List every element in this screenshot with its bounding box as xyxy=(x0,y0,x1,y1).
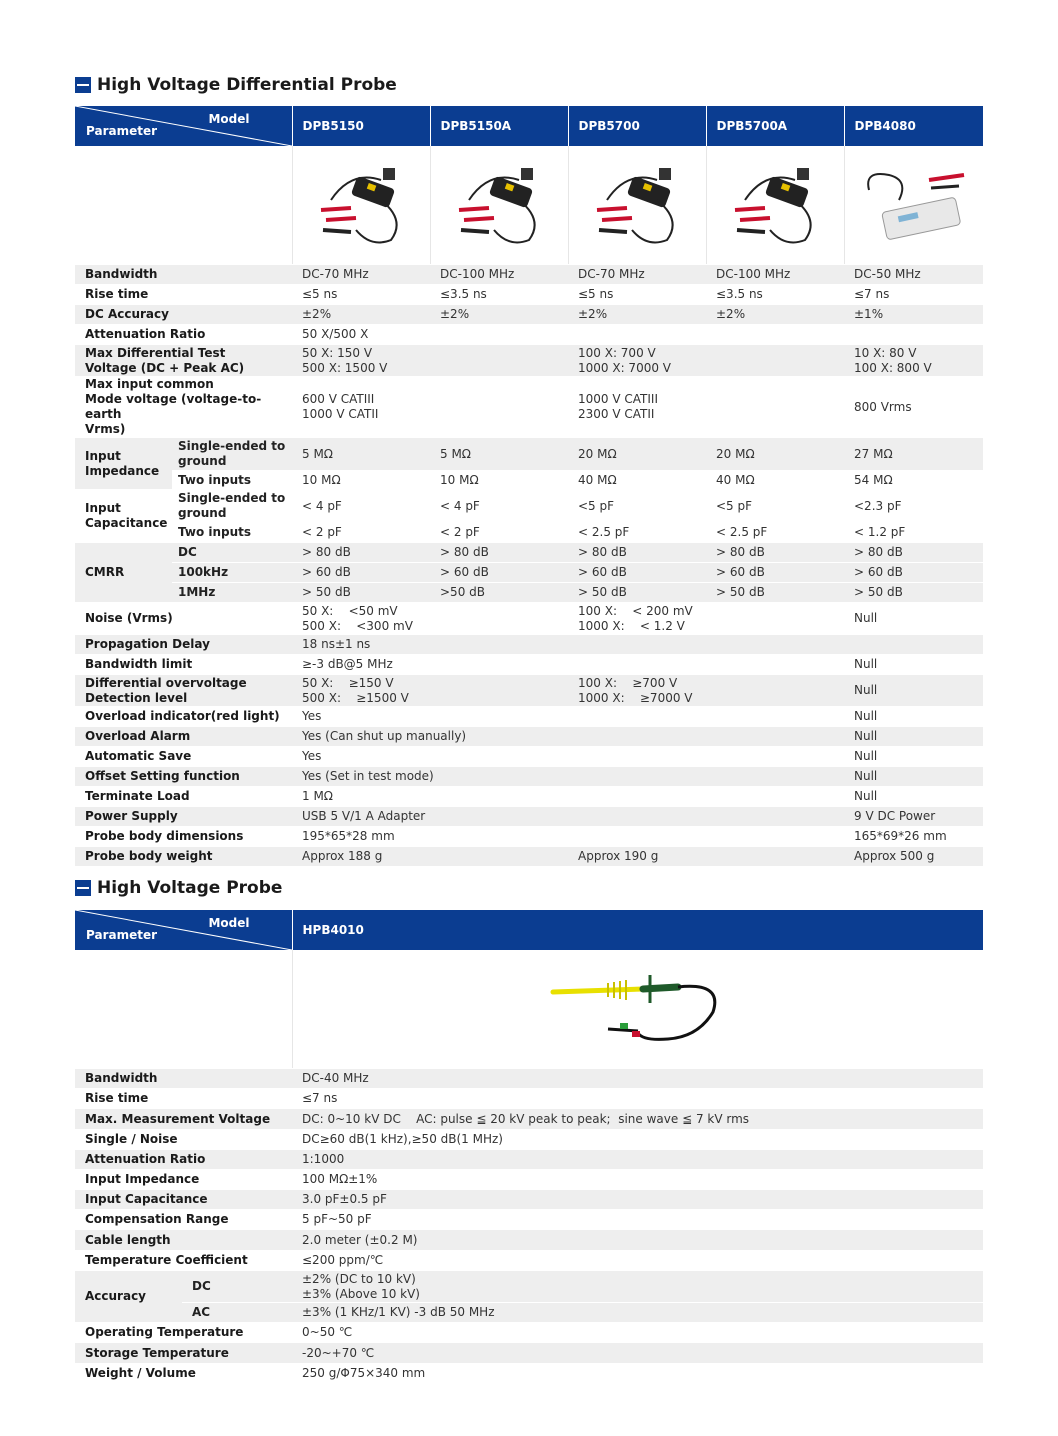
cell: Null xyxy=(844,603,983,635)
cell: <2.3 pF xyxy=(844,490,983,523)
table-row xyxy=(75,1150,983,1170)
table-row xyxy=(75,305,983,325)
probe-image-cell xyxy=(706,146,844,265)
section-title-differential xyxy=(75,75,397,95)
cell: 18 ns±1 ns xyxy=(292,635,983,655)
table-header xyxy=(75,106,983,146)
sub-label: 1MHz xyxy=(172,583,292,603)
param-label: Terminate Load xyxy=(75,787,292,807)
hv-probe-image xyxy=(548,967,728,1051)
cell: ±2% (DC to 10 kV) ±3% (Above 10 kV) xyxy=(292,1271,983,1303)
param-label: Max input common Mode voltage (voltage-to-earth Vrms) xyxy=(75,377,292,438)
cell: 9 V DC Power xyxy=(844,807,983,827)
cell: USB 5 V/1 A Adapter xyxy=(292,807,844,827)
cell: 600 V CATIII 1000 V CATII xyxy=(292,377,568,438)
cell: 50 X/500 X xyxy=(292,325,983,345)
param-label: Temperature Coefficient xyxy=(75,1251,292,1271)
cell: 50 X: 150 V 500 X: 1500 V xyxy=(292,345,568,377)
table-row xyxy=(75,1303,983,1323)
image-row-blank xyxy=(75,146,292,265)
param-label: Input Impedance xyxy=(75,1170,292,1190)
param-label: Cable length xyxy=(75,1230,292,1251)
cell: Approx 500 g xyxy=(844,847,983,867)
param-label: Operating Temperature xyxy=(75,1323,292,1343)
cell: < 2.5 pF xyxy=(706,523,844,543)
probe-image-cell xyxy=(292,146,430,265)
param-label: CMRR xyxy=(75,543,172,603)
cell: 27 MΩ xyxy=(844,438,983,471)
table-row xyxy=(75,675,983,707)
cell: Null xyxy=(844,787,983,807)
cell: ≤5 ns xyxy=(292,285,430,305)
image-row-blank xyxy=(75,950,292,1069)
differential-probe-image xyxy=(725,160,825,250)
table-row xyxy=(75,1089,983,1109)
table-row xyxy=(75,603,983,635)
cell: ±2% xyxy=(292,305,430,325)
cell: 250 g/Φ75×340 mm xyxy=(292,1364,983,1384)
section-icon xyxy=(75,880,91,896)
table-row xyxy=(75,345,983,377)
model-header: HPB4010 xyxy=(292,910,983,950)
param-label: Input Capacitance xyxy=(75,490,172,543)
param-label: Attenuation Ratio xyxy=(75,1150,292,1170)
cell: Null xyxy=(844,675,983,707)
differential-probe-image xyxy=(449,160,549,250)
cell: > 60 dB xyxy=(430,563,568,583)
cell: ≤3.5 ns xyxy=(706,285,844,305)
cell: > 50 dB xyxy=(568,583,706,603)
cell: < 2.5 pF xyxy=(568,523,706,543)
cell: DC-70 MHz xyxy=(568,265,706,285)
cell: ≤3.5 ns xyxy=(430,285,568,305)
cell: 1000 V CATIII 2300 V CATII xyxy=(568,377,844,438)
param-label: DC Accuracy xyxy=(75,305,292,325)
cell: 10 X: 80 V 100 X: 800 V xyxy=(844,345,983,377)
cell: DC≥60 dB(1 kHz),≥50 dB(1 MHz) xyxy=(292,1130,983,1150)
model-header: DPB5150A xyxy=(430,106,568,146)
param-label: Max. Measurement Voltage xyxy=(75,1109,292,1130)
cell: 5 MΩ xyxy=(430,438,568,471)
cell: 50 X: ≥150 V 500 X: ≥1500 V xyxy=(292,675,568,707)
cell: 2.0 meter (±0.2 M) xyxy=(292,1230,983,1251)
cell: 20 MΩ xyxy=(568,438,706,471)
param-label: Single / Noise xyxy=(75,1130,292,1150)
header-model-label: Model xyxy=(208,916,250,930)
section-title-text: High Voltage Probe xyxy=(97,878,283,898)
table-row xyxy=(75,1230,983,1251)
table-row xyxy=(75,523,983,543)
cell: > 50 dB xyxy=(844,583,983,603)
cell: 800 Vrms xyxy=(844,377,983,438)
cell: < 1.2 pF xyxy=(844,523,983,543)
param-label: Weight / Volume xyxy=(75,1364,292,1384)
table-row xyxy=(75,325,983,345)
cell: Yes xyxy=(292,747,844,767)
cell: > 50 dB xyxy=(706,583,844,603)
cell: 165*69*26 mm xyxy=(844,827,983,847)
table-row xyxy=(75,655,983,675)
cell: ±3% (1 KHz/1 KV) -3 dB 50 MHz xyxy=(292,1303,983,1323)
cell: <5 pF xyxy=(568,490,706,523)
cell: Yes (Can shut up manually) xyxy=(292,727,844,747)
param-label: Accuracy xyxy=(75,1271,182,1323)
cell: DC-40 MHz xyxy=(292,1069,983,1089)
param-label: Differential overvoltage Detection level xyxy=(75,675,292,707)
section-title-text: High Voltage Differential Probe xyxy=(97,75,397,95)
param-label: Noise (Vrms) xyxy=(75,603,292,635)
cell: DC: 0~10 kV DC AC: pulse ≦ 20 kV peak to peak; sine wave ≦ 7 kV rms xyxy=(292,1109,983,1130)
sub-label: Single-ended to ground xyxy=(172,438,292,471)
probe-image-cell xyxy=(292,950,983,1069)
cell: < 2 pF xyxy=(430,523,568,543)
model-header: DPB5150 xyxy=(292,106,430,146)
table-row xyxy=(75,583,983,603)
table-header xyxy=(75,910,983,950)
section-icon xyxy=(75,77,91,93)
differential-probe-image xyxy=(587,160,687,250)
param-label: Rise time xyxy=(75,1089,292,1109)
table-row xyxy=(75,767,983,787)
differential-probe-image-white xyxy=(859,160,969,250)
cell: DC-100 MHz xyxy=(706,265,844,285)
cell: Yes xyxy=(292,707,844,727)
param-label: Overload indicator(red light) xyxy=(75,707,292,727)
cell: DC-100 MHz xyxy=(430,265,568,285)
table-row xyxy=(75,438,983,471)
cell: 100 X: < 200 mV 1000 X: < 1.2 V xyxy=(568,603,844,635)
table-row xyxy=(75,1323,983,1343)
cell: 5 MΩ xyxy=(292,438,430,471)
table-row xyxy=(75,1364,983,1384)
table-row xyxy=(75,543,983,563)
cell: -20~+70 ℃ xyxy=(292,1343,983,1364)
header-diagonal-cell xyxy=(75,910,292,950)
cell: 54 MΩ xyxy=(844,471,983,490)
cell: 3.0 pF±0.5 pF xyxy=(292,1190,983,1210)
table-row xyxy=(75,377,983,438)
cell: > 50 dB xyxy=(292,583,430,603)
table-row xyxy=(75,635,983,655)
table-row xyxy=(75,1251,983,1271)
section-title-hv xyxy=(75,878,282,898)
header-diagonal-cell xyxy=(75,106,292,146)
table-row xyxy=(75,1190,983,1210)
cell: 100 X: 700 V 1000 X: 7000 V xyxy=(568,345,844,377)
cell: 1:1000 xyxy=(292,1150,983,1170)
cell: ±2% xyxy=(568,305,706,325)
sub-label: Two inputs xyxy=(172,471,292,490)
probe-image-cell xyxy=(430,146,568,265)
model-header: DPB5700A xyxy=(706,106,844,146)
cell: 10 MΩ xyxy=(292,471,430,490)
sub-label: Two inputs xyxy=(172,523,292,543)
model-header: DPB5700 xyxy=(568,106,706,146)
cell: ±2% xyxy=(706,305,844,325)
cell: ≤7 ns xyxy=(844,285,983,305)
param-label: Input Impedance xyxy=(75,438,172,490)
cell: ±2% xyxy=(430,305,568,325)
param-label: Overload Alarm xyxy=(75,727,292,747)
table-row xyxy=(75,847,983,867)
cell: 40 MΩ xyxy=(568,471,706,490)
cell: 20 MΩ xyxy=(706,438,844,471)
cell: > 80 dB xyxy=(706,543,844,563)
cell: 0~50 ℃ xyxy=(292,1323,983,1343)
cell: Approx 188 g xyxy=(292,847,568,867)
sub-label: AC xyxy=(182,1303,292,1323)
param-label: Rise time xyxy=(75,285,292,305)
cell: > 80 dB xyxy=(568,543,706,563)
cell: Null xyxy=(844,747,983,767)
sub-label: Single-ended to ground xyxy=(172,490,292,523)
differential-probe-image xyxy=(311,160,411,250)
table-row xyxy=(75,285,983,305)
cell: > 80 dB xyxy=(844,543,983,563)
cell: > 80 dB xyxy=(430,543,568,563)
param-label: Probe body dimensions xyxy=(75,827,292,847)
table-row xyxy=(75,265,983,285)
cell: ≥-3 dB@5 MHz xyxy=(292,655,844,675)
table-row xyxy=(75,707,983,727)
header-parameter-label: Parameter xyxy=(86,928,158,942)
image-row xyxy=(75,146,983,265)
param-label: Max Differential Test Voltage (DC + Peak AC) xyxy=(75,345,292,377)
cell: 1 MΩ xyxy=(292,787,844,807)
cell: > 60 dB xyxy=(568,563,706,583)
param-label: Bandwidth xyxy=(75,265,292,285)
table-row xyxy=(75,563,983,583)
hv-probe-table xyxy=(75,910,984,1384)
table-row xyxy=(75,727,983,747)
table-row xyxy=(75,1210,983,1230)
cell: > 60 dB xyxy=(844,563,983,583)
cell: Approx 190 g xyxy=(568,847,844,867)
sub-label: DC xyxy=(172,543,292,563)
table-row xyxy=(75,1130,983,1150)
table-row xyxy=(75,490,983,523)
cell: Null xyxy=(844,655,983,675)
differential-probe-table xyxy=(75,106,984,867)
cell: 10 MΩ xyxy=(430,471,568,490)
cell: 100 X: ≥700 V 1000 X: ≥7000 V xyxy=(568,675,844,707)
param-label: Input Capacitance xyxy=(75,1190,292,1210)
sub-label: 100kHz xyxy=(172,563,292,583)
cell: 195*65*28 mm xyxy=(292,827,844,847)
cell: > 60 dB xyxy=(706,563,844,583)
cell: ≤5 ns xyxy=(568,285,706,305)
table-row xyxy=(75,1170,983,1190)
param-label: Storage Temperature xyxy=(75,1343,292,1364)
cell: Null xyxy=(844,767,983,787)
param-label: Propagation Delay xyxy=(75,635,292,655)
param-label: Offset Setting function xyxy=(75,767,292,787)
param-label: Bandwidth xyxy=(75,1069,292,1089)
table-row xyxy=(75,827,983,847)
param-label: Probe body weight xyxy=(75,847,292,867)
param-label: Compensation Range xyxy=(75,1210,292,1230)
table-row xyxy=(75,1109,983,1130)
cell: < 2 pF xyxy=(292,523,430,543)
table-row xyxy=(75,1069,983,1089)
probe-image-cell xyxy=(844,146,983,265)
sub-label: DC xyxy=(182,1271,292,1303)
cell: <5 pF xyxy=(706,490,844,523)
cell: ±1% xyxy=(844,305,983,325)
cell: > 80 dB xyxy=(292,543,430,563)
cell: >50 dB xyxy=(430,583,568,603)
cell: ≤7 ns xyxy=(292,1089,983,1109)
param-label: Attenuation Ratio xyxy=(75,325,292,345)
probe-image-cell xyxy=(568,146,706,265)
cell: Null xyxy=(844,727,983,747)
header-parameter-label: Parameter xyxy=(86,124,158,138)
cell: 5 pF~50 pF xyxy=(292,1210,983,1230)
cell: 40 MΩ xyxy=(706,471,844,490)
table-row xyxy=(75,787,983,807)
cell: > 60 dB xyxy=(292,563,430,583)
cell: Yes (Set in test mode) xyxy=(292,767,844,787)
cell: DC-70 MHz xyxy=(292,265,430,285)
cell: DC-50 MHz xyxy=(844,265,983,285)
cell: ≤200 ppm/℃ xyxy=(292,1251,983,1271)
cell: Null xyxy=(844,707,983,727)
table-row xyxy=(75,1343,983,1364)
param-label: Bandwidth limit xyxy=(75,655,292,675)
table-row xyxy=(75,747,983,767)
header-model-label: Model xyxy=(208,112,250,126)
table-row xyxy=(75,471,983,490)
cell: < 4 pF xyxy=(430,490,568,523)
cell: < 4 pF xyxy=(292,490,430,523)
table-row xyxy=(75,807,983,827)
cell: 50 X: <50 mV 500 X: <300 mV xyxy=(292,603,568,635)
param-label: Automatic Save xyxy=(75,747,292,767)
param-label: Power Supply xyxy=(75,807,292,827)
image-row xyxy=(75,950,983,1069)
model-header: DPB4080 xyxy=(844,106,983,146)
table-row xyxy=(75,1271,983,1303)
cell: 100 MΩ±1% xyxy=(292,1170,983,1190)
